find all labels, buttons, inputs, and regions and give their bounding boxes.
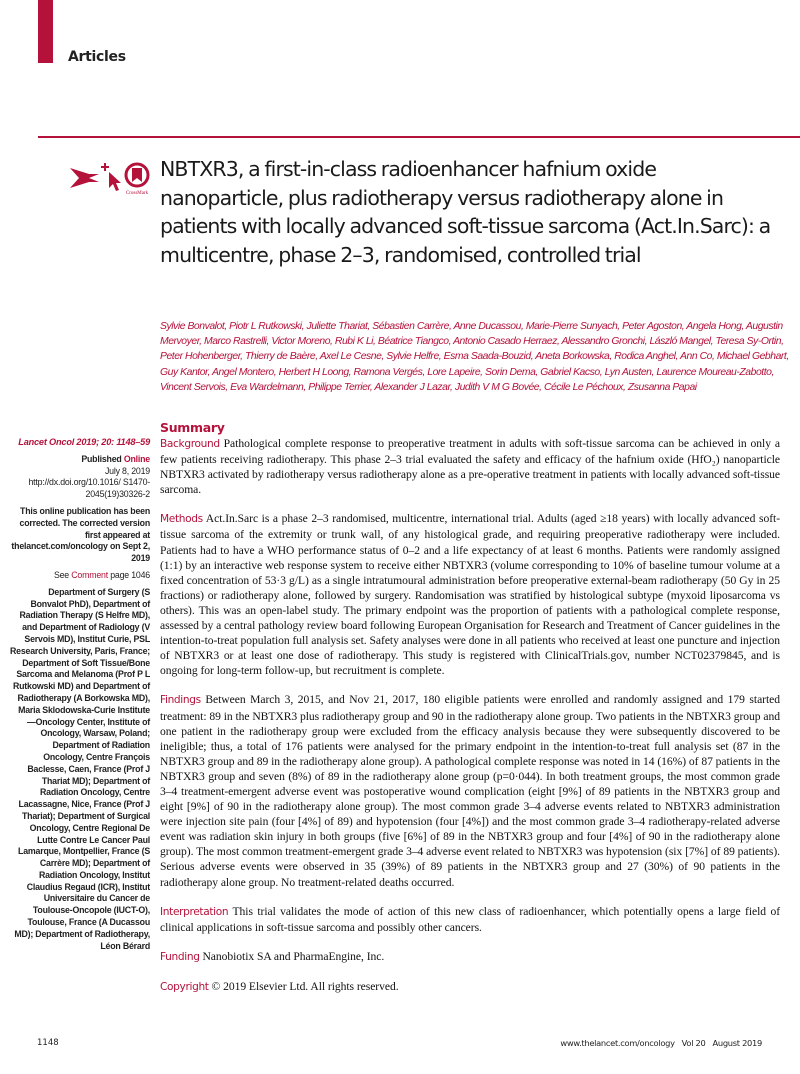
open-access-icon[interactable]	[70, 168, 99, 188]
journal-citation[interactable]: Lancet Oncol 2019; 20: 1148–59	[18, 437, 150, 447]
abstract-methods	[160, 511, 780, 678]
page-number: 1148	[37, 1038, 59, 1048]
abstract-copyright	[160, 979, 780, 995]
published-prefix: Published	[81, 453, 124, 464]
interpretation-text: This trial validates the mode of action of this new class of radioenhancer, which potentially opens a large field of clinical applications in soft-tissue sarcoma and possibly other cancers.	[160, 904, 781, 934]
abstract	[160, 436, 780, 1009]
doi-link[interactable]: http://dx.doi.org/10.1016/ S1470-2045(19)30326-2	[28, 477, 150, 500]
copyright-label: Copyright	[160, 980, 209, 993]
sidebar	[10, 437, 150, 957]
article-title: NBTXR3, a first-in-class radioenhancer hafnium oxide nanoparticle, plus radiotherapy versus radiotherapy alone in patients with locally advanced soft-tissue sarcoma (Act.In.Sarc): a multicentre, phase 2–3, randomised, controlled trial	[160, 157, 771, 267]
header-rule	[38, 136, 800, 138]
correction-note: This online publication has been corrected. The corrected version first appeared at thelancet.com/oncology on Sept 2, 2019	[11, 505, 150, 564]
background-label: Background	[160, 438, 220, 450]
crossmark-label: CrossMark	[125, 191, 149, 196]
see-suffix: page 1046	[107, 569, 150, 580]
journal-info[interactable]: www.thelancet.com/oncology Vol 20 August 2019	[560, 1038, 762, 1048]
section-label: Articles	[68, 49, 126, 65]
summary-heading: Summary	[160, 420, 225, 435]
methods-label: Methods	[160, 513, 203, 526]
funding-label: Funding	[160, 950, 200, 963]
background-text: Pathological complete response to preoperative treatment in adults with soft-tissue sarcoma can be achieved in only a few patients receiving radiotherapy. This phase 2–3 trial evaluated the safety and efficacy of the hafnium oxide (HfO₂) nanoparticle NBTXR3 activated by radiotherapy versus radiotherapy alone as a pre-operative treatment in patients with locally advanced soft-tissue sarcoma.	[160, 437, 780, 497]
published-date: July 8, 2019	[104, 465, 150, 476]
section-tab-marker	[38, 0, 53, 63]
abstract-findings	[160, 692, 780, 889]
article-icons	[69, 160, 155, 196]
abstract-interpretation	[160, 904, 780, 935]
see-prefix: See	[53, 569, 72, 580]
author-affiliations: Department of Surgery (S Bonvalot PhD), Department of Radiation Therapy (S Helfre MD), and Department of Radiology (V Servois MD), Institut Curie, PSL Research University, Paris, France; Department of Soft Tissue/Bone Sarcoma and Melanoma (Prof P L Rutkowski MD) and Department of Radiotherapy (A Borkowska MD), Maria Sklodowska-Curie Institute—Oncology Center, Institute of Oncology, Warsaw, Poland; Department of Radiation Oncology, Centre François Baclesse, Caen, France (Prof J Thariat MD); Department of Radiation Oncology, Centre Lacassagne, Nice, France (Prof J Thariat); Department of Surgical Oncology, Centre Regional De Lutte Contre Le Cancer Paul Lamarque, Montpellier, France (S Carrère MD); Department of Radiation Oncology, Institut Claudius Regaud (ICR), Institut Universitaire du Cancer de Toulouse-Oncopole (IUCT-O), Toulouse, France (A Ducassou MD); Department of Radiotherapy, Léon Bérard	[10, 586, 151, 951]
see-comment	[10, 570, 150, 582]
copyright-text: © 2019 Elsevier Ltd. All rights reserved.	[211, 979, 399, 993]
interpretation-label: Interpretation	[160, 905, 229, 918]
comment-link[interactable]: Comment	[71, 569, 108, 580]
findings-text: Between March 3, 2015, and Nov 21, 2017, 180 eligible patients were enrolled and randomly assigned and 179 started treatment: 89 in the NBTXR3 plus radiotherapy group and 90 in the radiotherapy alone group. Two patients in the NBTXR3 group and one patient in the radiotherapy group were excluded from the efficacy analysis because they were subsequently discovered to be ineligible; thus, a total of 176 patients were analysed for the primary endpoint in the intention-to-treat full analysis set (87 in the NBTXR3 group and 89 in the radiotherapy alone group). A pathological complete response was noted in 14 (16%) of 87 patients in the NBTXR3 group and seven (8%) of 89 in the radiotherapy alone group (p=0·044). In both treatment groups, the most common grade 3–4 treatment-emergent adverse event was postoperative wound complication (eight [9%] of 89 patients in the NBTXR3 group and eight [9%] of 90 in the radiotherapy alone group). The most common grade 3–4 adverse events related to NBTXR3 administration were injection site pain (four [4%] of 89) and hypotension (four [4%]) and the most common grade 3–4 radiotherapy-related adverse event was radiation skin injury in both groups (five [6%] of 89 in the NBTXR3 group and four [4%] of 90 in the radiotherapy alone group). The most common treatment-emergent grade 3–4 adverse event related to NBTXR3 was hypotension (six [7%] of 89 patients). Serious adverse events were observed in 35 (39%) of 89 patients in the NBTXR3 group and 27 (30%) of 90 patients in the radiotherapy alone group. No treatment-related deaths occurred.	[160, 693, 780, 889]
abstract-background	[160, 436, 780, 497]
abstract-funding	[160, 949, 780, 965]
published-online-link[interactable]: Online	[123, 453, 150, 464]
publication-info	[10, 454, 150, 501]
findings-label: Findings	[160, 694, 201, 707]
funding-text: Nanobiotix SA and PharmaEngine, Inc.	[202, 949, 385, 963]
crossmark-icon[interactable]	[126, 164, 149, 196]
author-list[interactable]: Sylvie Bonvalot, Piotr L Rutkowski, Juliette Thariat, Sébastien Carrère, Anne Ducassou, Marie-Pierre Sunyach, Peter Agoston, Angela Hong, Augustin Mervoyer, Marco Rastrelli, Victor Moreno, Rubi K Li, Béatrice Tiangco, Antonio Casado Herraez, Alessandro Gronchi, László Mangel, Teresa Sy-Ortin, Peter Hohenberger, Thierry de Baère, Axel Le Cesne, Sylvie Helfre, Esma Saada-Bouzid, Aneta Borkowska, Rodica Anghel, Ann Co, Michael Gebhart, Guy Kantor, Angel Montero, Herbert H Loong, Ramona Vergés, Lore Lapeire, Sorin Dema, Gabriel Kacso, Lyn Austen, Laurence Moureau-Zabotto, Vincent Servois, Eva Wardelmann, Philippe Terrier, Alexander J Lazar, Judith V M G Bovée, Cécile Le Péchoux, Zsusanna Papai	[160, 321, 789, 393]
cursor-icon[interactable]	[101, 163, 121, 191]
methods-text: Act.In.Sarc is a phase 2–3 randomised, multicentre, international trial. Adults (aged ≥18 years) with locally advanced soft-tissue sarcoma of the extremity or trunk wall, of any histological grade, and requiring preoperative radiotherapy were included. Patients had to have a WHO performance status of 0–2 and a life expectancy of at least 6 months. Patients were randomly assigned (1:1) by an interactive web response system to receive either NBTXR3 (volume corresponding to 10% of baseline tumour volume at a fixed concentration of 53·3 g/L) as a single intratumoural administration before preoperative external-beam radiotherapy (50 Gy in 25 fractions) or radiotherapy alone, followed by surgery. Randomisation was stratified by histological subtype (myxoid liposarcoma vs others). This was an open-label study. The primary endpoint was the proportion of patients with a pathological complete response, assessed by a central pathology review board following European Organisation for Research and Treatment of Cancer guidelines in the intention-to-treat population full analysis set. Safety analyses were done in all patients who received at least one puncture and injection of NBTXR3 or at least one dose of radiotherapy. This study is registered with ClinicalTrials.gov, number NCT02379845, and is ongoing for long-term follow-up, but recruitment is complete.	[160, 512, 781, 678]
